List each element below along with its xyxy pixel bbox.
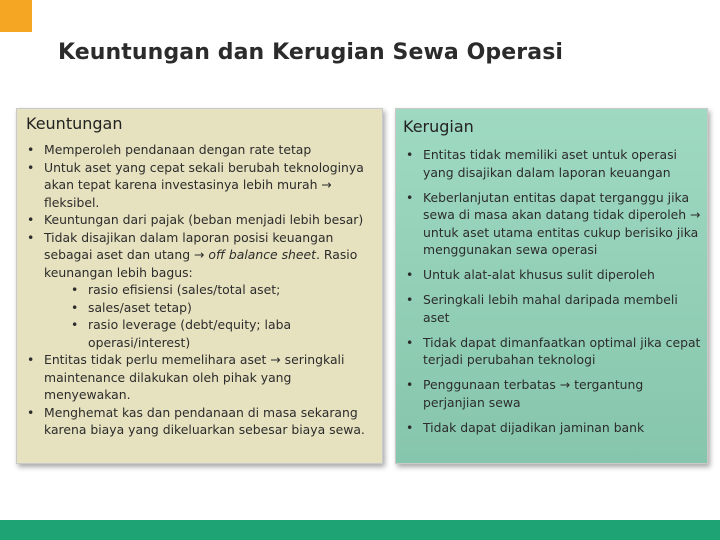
arrow-right-icon: → bbox=[321, 177, 332, 192]
advantage-item: • Memperoleh pendanaan dengan rate tetap bbox=[25, 141, 377, 159]
sub-item: • rasio leverage (debt/equity; laba operasi/interest) bbox=[44, 316, 377, 351]
advantages-panel bbox=[16, 108, 383, 464]
advantages-list bbox=[25, 141, 377, 439]
disadvantage-item: • Tidak dapat dijadikan jaminan bank bbox=[404, 419, 702, 437]
advantage-item: • Menghemat kas dan pendanaan di masa sekarang karena biaya yang dikeluarkan sebesar biaya sewa. bbox=[25, 404, 377, 439]
advantage-item: • Entitas tidak perlu memelihara aset → seringkali maintenance dilakukan oleh pihak yang menyewakan. bbox=[25, 351, 377, 404]
disadvantage-item: • Seringkali lebih mahal daripada membeli aset bbox=[404, 291, 702, 326]
arrow-right-icon: → bbox=[690, 207, 701, 223]
sub-item: • rasio efisiensi (sales/total aset; bbox=[44, 281, 377, 299]
sub-item: • sales/aset tetap) bbox=[44, 299, 377, 317]
disadvantage-item: • Penggunaan terbatas → tergantung perjanjian sewa bbox=[404, 376, 702, 411]
disadvantage-item: • Entitas tidak memiliki aset untuk operasi yang disajikan dalam laporan keuangan bbox=[404, 146, 702, 181]
bottom-bar bbox=[0, 520, 720, 540]
advantage-item: • Untuk aset yang cepat sekali berubah teknologinya akan tepat karena investasinya lebih murah → fleksibel. bbox=[25, 159, 377, 212]
arrow-right-icon: → bbox=[559, 377, 571, 393]
advantages-heading: Keuntungan bbox=[26, 114, 123, 133]
disadvantages-panel bbox=[395, 108, 708, 464]
emphasis-text: off balance sheet bbox=[208, 247, 317, 262]
arrow-right-icon: → bbox=[270, 352, 281, 367]
arrow-right-icon: → bbox=[194, 247, 205, 262]
disadvantages-heading: Kerugian bbox=[403, 117, 474, 136]
disadvantage-item: • Untuk alat-alat khusus sulit diperoleh bbox=[404, 266, 702, 284]
disadvantages-list bbox=[404, 146, 702, 444]
disadvantage-item: • Tidak dapat dimanfaatkan optimal jika cepat terjadi perubahan teknologi bbox=[404, 334, 702, 369]
accent-square bbox=[0, 0, 32, 32]
ratio-sublist bbox=[44, 281, 377, 351]
advantage-item: • Tidak disajikan dalam laporan posisi keuangan sebagai aset dan utang → off balance sheet. Rasio keunangan lebih bagus: • rasio efisiensi (sales/total aset; • sales/aset tetap) • rasio leverage (debt/equity; laba operasi/interest) bbox=[25, 229, 377, 352]
advantage-item: • Keuntungan dari pajak (beban menjadi lebih besar) bbox=[25, 211, 377, 229]
disadvantage-item: • Keberlanjutan entitas dapat terganggu jika sewa di masa akan datang tidak diperoleh → untuk aset utama entitas cukup berisiko jika menggunakan sewa operasi bbox=[404, 189, 702, 259]
slide-title: Keuntungan dan Kerugian Sewa Operasi bbox=[58, 40, 564, 65]
